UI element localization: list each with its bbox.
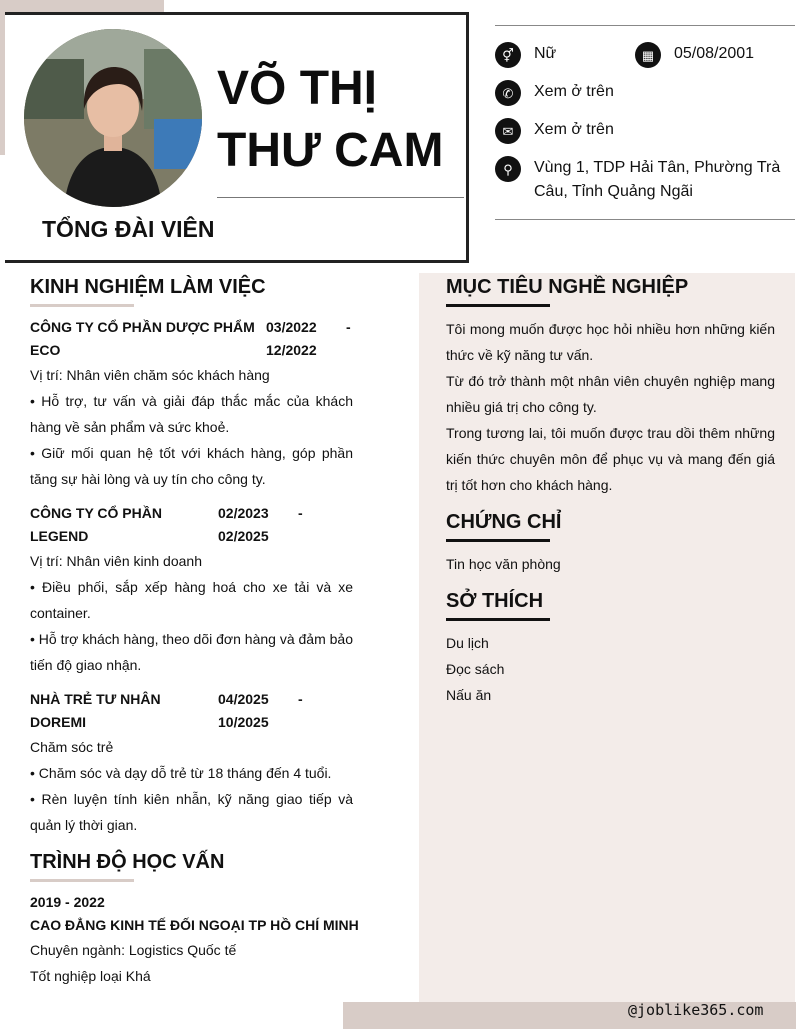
job-1-company <box>30 316 255 362</box>
job-1-line-3: • Giữ mối quan hệ tốt với khách hàng, góp phần tăng sự hài lòng và uy tín cho công ty. <box>30 445 353 487</box>
name-line-2: THƯ CAM <box>217 124 444 177</box>
job-3-line-1: Chăm sóc trẻ <box>30 739 114 755</box>
education-years: 2019 - 2022 <box>30 894 105 910</box>
contact-email <box>495 118 614 144</box>
phone-value: Xem ở trên <box>534 83 614 100</box>
avatar <box>24 29 202 207</box>
job-1-company-line-2: ECO <box>30 342 61 358</box>
gender-value: Nữ <box>534 45 557 62</box>
hobbies-underline <box>446 618 550 621</box>
job-2-date-start: 02/2023 <box>218 505 269 521</box>
objective-title: MỤC TIÊU NGHỀ NGHIỆP <box>446 276 689 298</box>
profile-photo <box>24 29 202 207</box>
objective-underline <box>446 304 550 307</box>
experience-title: KINH NGHIỆM LÀM VIỆC <box>30 276 266 298</box>
job-2-date-end: 02/2025 <box>218 528 269 544</box>
header-frame <box>5 12 469 15</box>
hobby-item: Du lịch <box>446 635 489 651</box>
header-frame-bottom <box>5 260 469 263</box>
footer-watermark: @joblike365.com <box>628 1001 764 1019</box>
objective-paragraph-2: Từ đó trở thành một nhân viên chuyên nghiệp mang nhiều giá trị cho công ty. <box>446 373 775 415</box>
location-icon: ⚲ <box>495 156 521 182</box>
certificates-underline <box>446 539 550 542</box>
job-3-company: NHÀ TRẺ TƯ NHÂN DOREMI <box>30 691 161 730</box>
person-name <box>217 58 462 182</box>
job-1-line-2: • Hỗ trợ, tư vấn và giải đáp thắc mắc của khách hàng về sản phẩm và sức khoẻ. <box>30 393 353 435</box>
address-value <box>534 156 780 204</box>
job-2-company: CÔNG TY CỔ PHẦN LEGEND <box>30 505 162 544</box>
objective-paragraph-3: Trong tương lai, tôi muốn được trau dồi thêm những kiến thức chuyên môn để phục vụ và mang đến giá trị tốt hơn cho khách hàng. <box>446 425 775 493</box>
experience-underline <box>30 304 134 307</box>
contact-top-divider <box>495 25 795 26</box>
education-school: CAO ĐẲNG KINH TẾ ĐỐI NGOẠI TP HỒ CHÍ MINH <box>30 917 359 933</box>
contact-gender <box>495 42 556 68</box>
gender-icon: ⚥ <box>495 42 521 68</box>
objective-paragraph-1: Tôi mong muốn được học hỏi nhiều hơn những kiến thức về kỹ năng tư vấn. <box>446 321 775 363</box>
contact-phone <box>495 80 614 106</box>
header-frame-right <box>466 12 469 263</box>
contact-address <box>495 156 795 204</box>
phone-icon: ✆ <box>495 80 521 106</box>
hobby-item: Nấu ăn <box>446 687 492 703</box>
job-1-line-1: Vị trí: Nhân viên chăm sóc khách hàng <box>30 367 270 383</box>
job-2-line-3: • Hỗ trợ khách hàng, theo dõi đơn hàng và đảm bảo tiến độ giao nhận. <box>30 631 353 673</box>
job-3-date-start: 04/2025 <box>218 691 269 707</box>
job-2-date <box>218 502 269 548</box>
job-3-date-dash: - <box>298 691 303 707</box>
job-3-date-end: 10/2025 <box>218 714 269 730</box>
calendar-icon: ▦ <box>635 42 661 68</box>
education-underline <box>30 879 134 882</box>
email-icon: ✉ <box>495 118 521 144</box>
job-2-date-dash: - <box>298 505 303 521</box>
job-1-company-line-1: CÔNG TY CỔ PHẦN DƯỢC PHẨM <box>30 319 255 335</box>
job-3-date <box>218 688 269 734</box>
job-2-line-1: Vị trí: Nhân viên kinh doanh <box>30 553 202 569</box>
email-value: Xem ở trên <box>534 121 614 138</box>
certificate-item: Tin học văn phòng <box>446 556 561 572</box>
job-title: TỔNG ĐÀI VIÊN <box>42 216 215 242</box>
job-1-date-start: 03/2022 <box>266 319 317 335</box>
name-line-1: VÕ THỊ <box>217 62 378 115</box>
job-3-line-3: • Rèn luyện tính kiên nhẫn, kỹ năng giao tiếp và quản lý thời gian. <box>30 791 353 833</box>
job-1-date-dash: - <box>346 319 351 335</box>
certificates-title: CHỨNG CHỈ <box>446 511 562 533</box>
job-1-date-end: 12/2022 <box>266 342 317 358</box>
hobbies-title: SỞ THÍCH <box>446 590 544 612</box>
address-line-2: Câu, Tỉnh Quảng Ngãi <box>534 183 693 200</box>
education-title: TRÌNH ĐỘ HỌC VẤN <box>30 851 225 873</box>
education-major: Chuyên ngành: Logistics Quốc tế <box>30 942 237 958</box>
contact-bottom-divider <box>495 219 795 220</box>
name-divider <box>217 197 464 198</box>
address-line-1: Vùng 1, TDP Hải Tân, Phường Trà <box>534 159 781 176</box>
job-2-line-2: • Điều phối, sắp xếp hàng hoá cho xe tải và xe container. <box>30 579 353 621</box>
birthday-value: 05/08/2001 <box>674 45 755 62</box>
job-1-date <box>266 316 317 362</box>
hobby-item: Đọc sách <box>446 661 505 677</box>
contact-birthday <box>635 42 754 68</box>
job-3-line-2: • Chăm sóc và dạy dỗ trẻ từ 18 tháng đến 4 tuổi. <box>30 765 332 781</box>
education-grade: Tốt nghiệp loại Khá <box>30 968 151 984</box>
